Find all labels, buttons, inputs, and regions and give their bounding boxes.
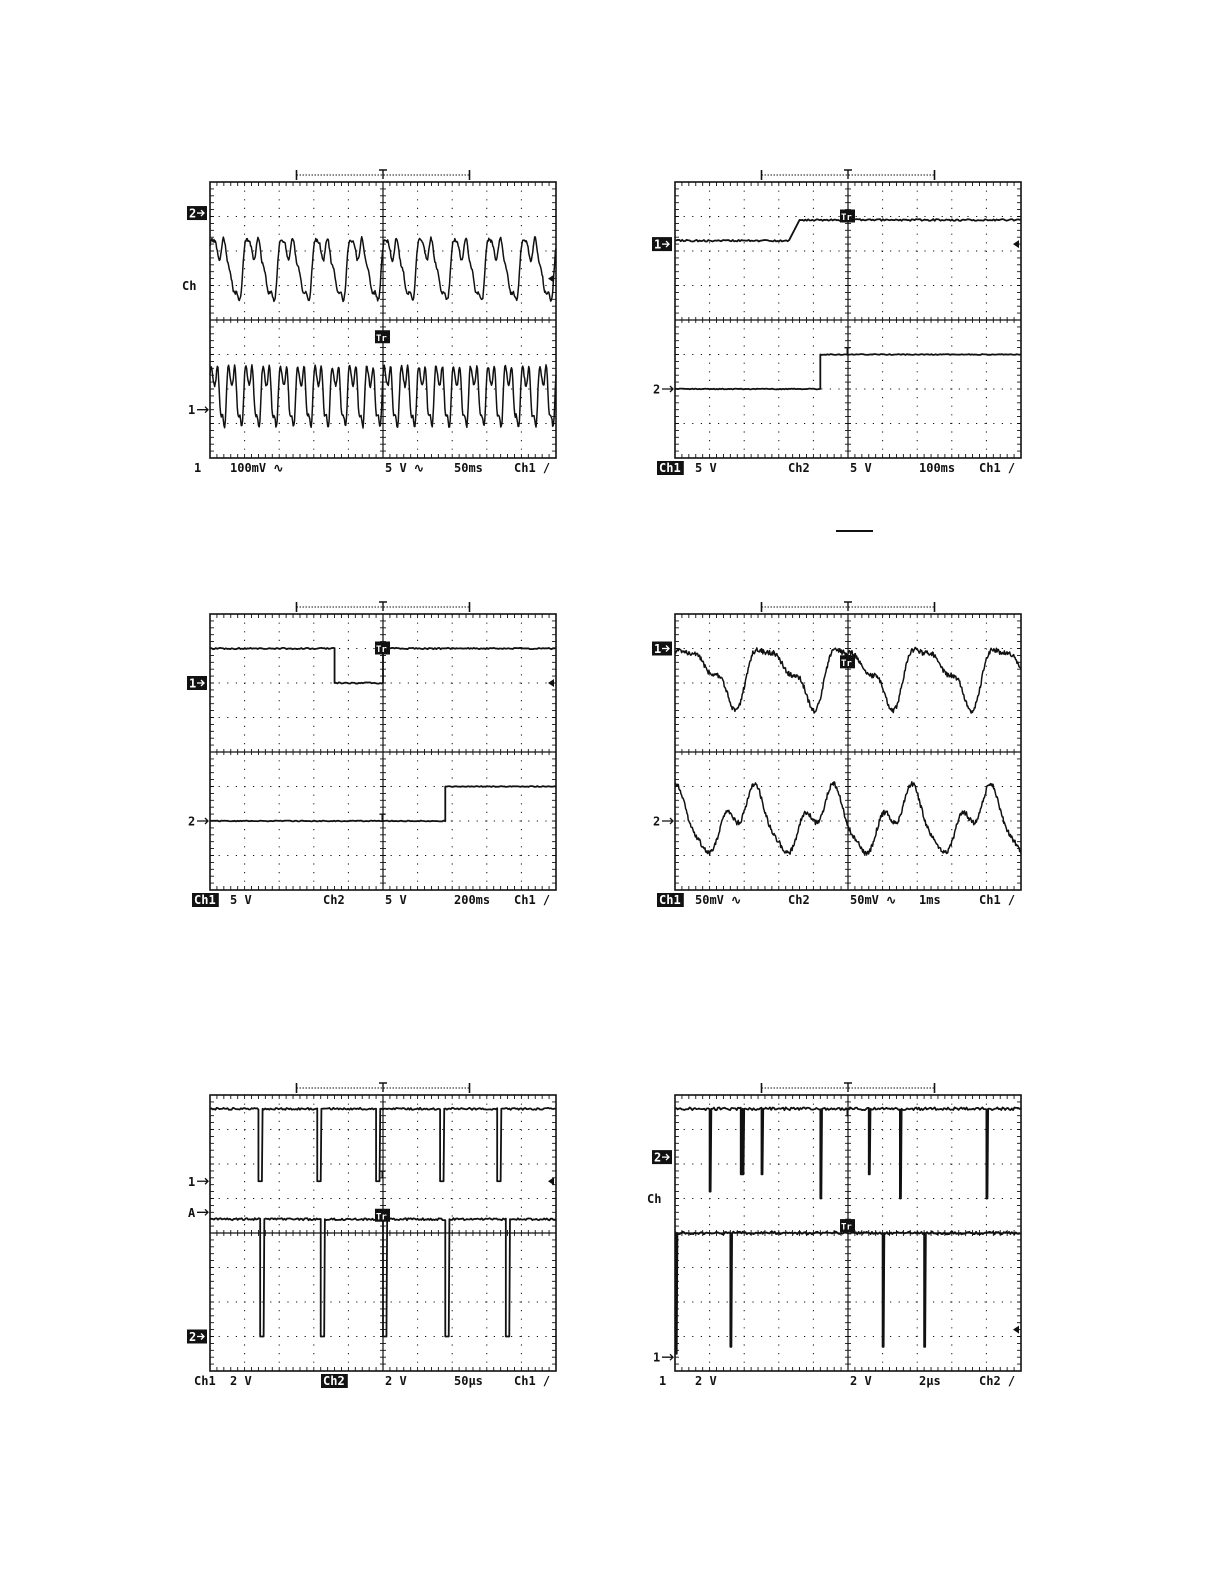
svg-text:2: 2 bbox=[188, 814, 196, 829]
channel-marker bbox=[187, 206, 207, 221]
record-bracket bbox=[297, 1083, 470, 1093]
channel-marker bbox=[188, 1206, 208, 1220]
svg-text:2: 2 bbox=[189, 1330, 197, 1344]
svg-text:A: A bbox=[188, 1205, 196, 1220]
ch2-label: Ch2 bbox=[788, 893, 810, 907]
ch2-scale: 2 V bbox=[850, 1374, 872, 1388]
trigger-flag bbox=[840, 210, 855, 224]
channel-marker bbox=[188, 403, 208, 417]
ch2-scale: 5 V bbox=[850, 461, 872, 475]
svg-text:2: 2 bbox=[653, 814, 661, 829]
scope-capture-4 bbox=[645, 597, 1045, 912]
trigger-source: Ch2 / bbox=[979, 1374, 1016, 1388]
ch1-label: Ch1 bbox=[194, 1374, 216, 1388]
scope-capture-5 bbox=[180, 1078, 580, 1393]
svg-text:Ch: Ch bbox=[182, 279, 197, 293]
svg-text:1: 1 bbox=[188, 403, 196, 418]
svg-text:T: T bbox=[844, 1106, 851, 1120]
trigger-flag bbox=[375, 330, 390, 344]
svg-text:Tr: Tr bbox=[841, 658, 852, 669]
trigger-source: Ch1 / bbox=[979, 893, 1016, 907]
trigger-flag bbox=[379, 1168, 386, 1181]
svg-text:Ch: Ch bbox=[647, 1192, 662, 1206]
ch1-scale: 5 V bbox=[695, 461, 717, 475]
graticule bbox=[675, 182, 1021, 458]
ch1-scale: 2 V bbox=[695, 1374, 717, 1388]
scope-readout bbox=[194, 1374, 550, 1388]
svg-text:1: 1 bbox=[653, 1350, 661, 1365]
svg-text:Tr: Tr bbox=[376, 645, 387, 655]
trigger-source: Ch1 / bbox=[514, 893, 551, 907]
channel-marker bbox=[187, 676, 207, 691]
ch2-label: Ch2 bbox=[323, 1374, 345, 1388]
record-bracket bbox=[297, 602, 470, 612]
channel-marker bbox=[188, 1175, 208, 1189]
channel-marker bbox=[187, 1330, 207, 1345]
channel-marker bbox=[647, 1192, 661, 1206]
scope-capture-1 bbox=[180, 165, 580, 480]
svg-text:1: 1 bbox=[189, 676, 197, 691]
ch1-label: Ch1 bbox=[194, 893, 216, 907]
trigger-source: Ch1 / bbox=[514, 1374, 551, 1388]
scope-capture-6 bbox=[645, 1078, 1045, 1393]
channel-marker bbox=[652, 1150, 672, 1165]
svg-text:2: 2 bbox=[189, 206, 197, 221]
ch2-scale: 2 V bbox=[385, 1374, 407, 1388]
ch1-scale: 5 V bbox=[230, 893, 252, 907]
timebase: 1ms bbox=[919, 893, 941, 907]
scope-readout bbox=[194, 461, 550, 475]
trigger-flag bbox=[379, 812, 386, 825]
ch2-scale: 5 V bbox=[385, 893, 407, 907]
channel-marker bbox=[652, 237, 672, 252]
ch2-scale: 50mV ∿ bbox=[850, 893, 897, 907]
graticule bbox=[210, 182, 556, 458]
trigger-source: Ch1 / bbox=[979, 461, 1016, 475]
scope-readout bbox=[657, 893, 1015, 907]
timebase: 50µs bbox=[454, 1374, 483, 1388]
timebase: 100ms bbox=[919, 461, 956, 475]
svg-text:1: 1 bbox=[188, 1174, 196, 1189]
channel-marker bbox=[653, 1351, 673, 1365]
ch1-label: 1 bbox=[194, 461, 202, 475]
channel-marker bbox=[182, 279, 196, 293]
trace-2 bbox=[210, 1218, 556, 1336]
trigger-flag bbox=[375, 642, 390, 656]
trigger-level-arrow bbox=[548, 275, 554, 283]
trigger-flag bbox=[844, 345, 851, 358]
trigger-level-arrow bbox=[548, 679, 554, 687]
scope-capture-3 bbox=[180, 597, 580, 912]
timebase: 50ms bbox=[454, 461, 483, 475]
svg-text:1: 1 bbox=[654, 237, 662, 252]
svg-text:Tr: Tr bbox=[376, 1212, 387, 1223]
scope-readout bbox=[659, 1374, 1015, 1388]
trigger-flag bbox=[375, 1209, 390, 1223]
ch1-scale: 2 V bbox=[230, 1374, 252, 1388]
svg-text:1: 1 bbox=[654, 642, 662, 656]
scope-readout bbox=[657, 461, 1015, 475]
channel-marker bbox=[652, 642, 672, 657]
ch2-label: Ch2 bbox=[788, 461, 810, 475]
trigger-flag bbox=[840, 655, 855, 669]
trigger-level-arrow bbox=[548, 1177, 554, 1185]
scope-capture-2 bbox=[645, 165, 1045, 480]
svg-text:T: T bbox=[379, 1168, 386, 1182]
timebase: 200ms bbox=[454, 893, 491, 907]
record-bracket bbox=[297, 170, 470, 180]
ch1-label: Ch1 bbox=[659, 893, 681, 907]
svg-text:2: 2 bbox=[653, 382, 661, 397]
scope-readout bbox=[192, 893, 550, 907]
trigger-flag bbox=[840, 1219, 855, 1233]
record-bracket bbox=[762, 170, 935, 180]
channel-marker bbox=[188, 815, 208, 829]
trigger-level-arrow bbox=[1013, 240, 1019, 248]
ch2-label: Ch2 bbox=[323, 893, 345, 907]
record-bracket bbox=[762, 1083, 935, 1093]
svg-text:2: 2 bbox=[654, 1150, 662, 1165]
channel-marker bbox=[653, 383, 673, 397]
ch1-scale: 100mV ∿ bbox=[230, 461, 284, 475]
ch1-scale: 50mV ∿ bbox=[695, 893, 742, 907]
svg-text:Tr: Tr bbox=[376, 333, 387, 344]
svg-text:Tr: Tr bbox=[841, 213, 852, 223]
channel-marker bbox=[653, 815, 673, 829]
trigger-source: Ch1 / bbox=[514, 461, 551, 475]
ch1-label: 1 bbox=[659, 1374, 667, 1388]
ch1-label: Ch1 bbox=[659, 461, 681, 475]
svg-text:T: T bbox=[379, 811, 386, 825]
record-bracket bbox=[762, 602, 935, 612]
svg-text:Tr: Tr bbox=[841, 1222, 852, 1233]
overline-mark bbox=[836, 530, 873, 532]
trigger-level-arrow bbox=[1013, 1326, 1019, 1334]
ch2-scale: 5 V ∿ bbox=[385, 461, 424, 475]
timebase: 2µs bbox=[919, 1374, 941, 1388]
svg-text:T: T bbox=[844, 345, 851, 359]
trigger-flag bbox=[844, 1106, 851, 1119]
